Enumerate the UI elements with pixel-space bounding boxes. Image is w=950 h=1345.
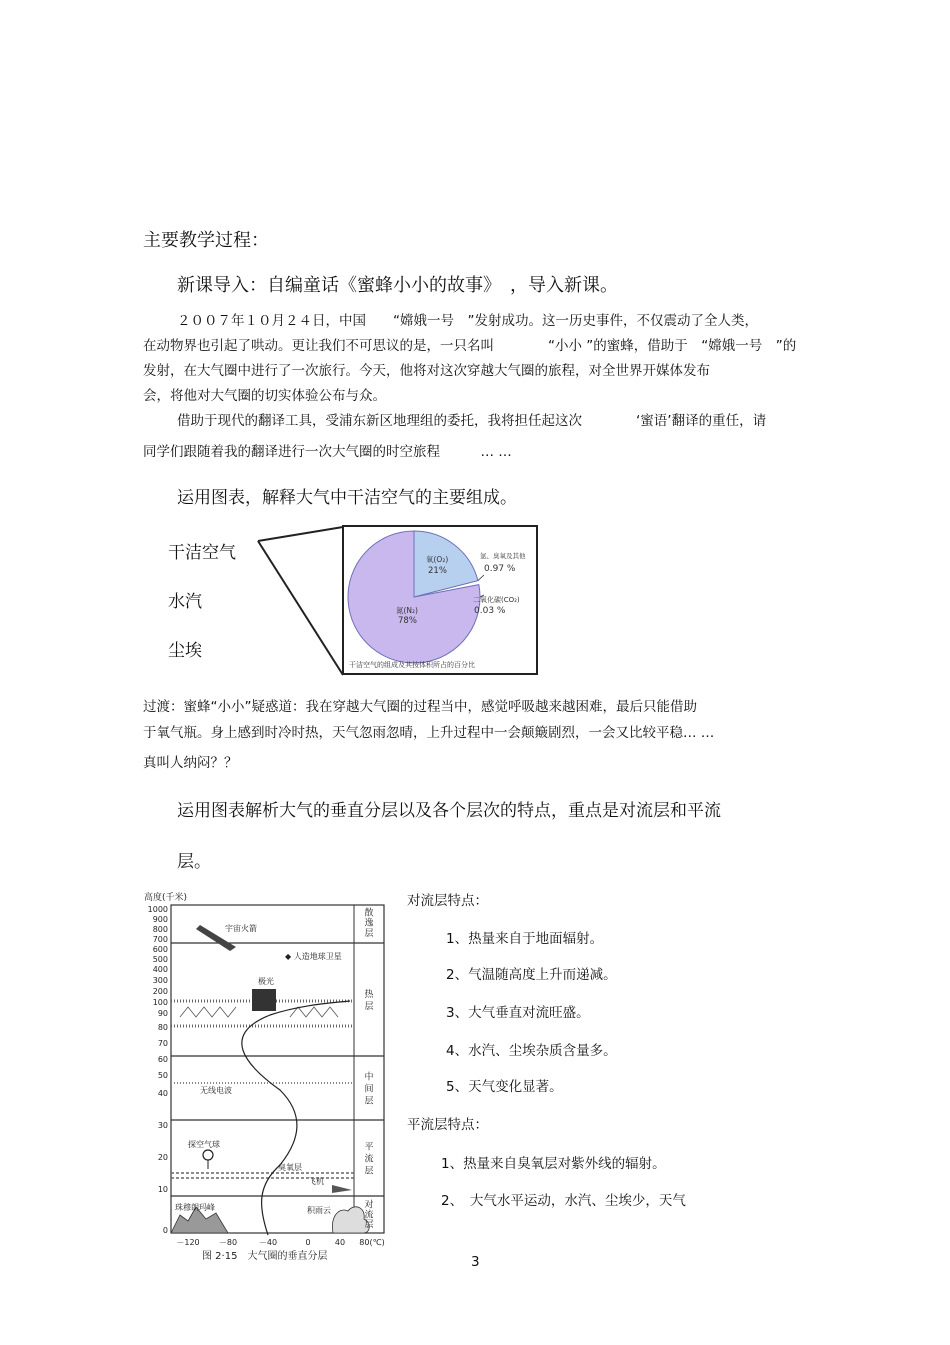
value-co2: 0.03 % (474, 606, 506, 616)
label-balloon: 探空气球 (188, 1140, 220, 1149)
transition-line: 于氧气瓶。身上感到时冷时热，天气忽雨忽晴，上升过程中一会颠簸剧烈，一会又比较平稳… … (143, 725, 715, 741)
x-tick-label: 0 (305, 1238, 311, 1247)
y-tick-label: 40 (157, 1089, 168, 1098)
label-cloud: 积雨云 (307, 1206, 331, 1215)
pie-caption: 干洁空气的组成及其按体积所占的百分比 (349, 661, 475, 669)
y-tick-label: 900 (152, 915, 168, 924)
troposphere-item: 3、大气垂直对流旺盛。 (446, 1005, 590, 1021)
plane-icon (332, 1185, 352, 1193)
balloon-icon (203, 1150, 213, 1160)
atmosphere-figure (140, 885, 395, 1270)
layer-name-char: 逸 (364, 918, 374, 929)
layer-name-char: 平 (364, 1142, 374, 1153)
layer-name-char: 层 (364, 1096, 374, 1107)
label-everest: 珠穆朗玛峰 (175, 1203, 215, 1212)
y-tick-label: 30 (157, 1121, 168, 1130)
y-tick-label: 90 (157, 1009, 168, 1018)
layer-name-char: 层 (364, 1002, 374, 1012)
label-rocket: 宇宙火箭 (225, 924, 257, 933)
story-line: 同学们跟随着我的翻译进行一次大气圈的时空旅程 … … (143, 444, 512, 460)
label-satellite: ◆ 人造地球卫星 (285, 952, 342, 961)
y-tick-label: 60 (157, 1055, 168, 1064)
label-ozone: 臭氧层 (278, 1163, 302, 1172)
x-tick-label: 80(℃) (359, 1238, 385, 1247)
leader-line-argon (478, 575, 484, 581)
component-water-vapor: 水汽 (168, 592, 202, 612)
layer-name-char: 中 (364, 1072, 374, 1083)
troposphere-item: 1、热量来自于地面辐射。 (446, 931, 604, 947)
layer-name-char: 间 (364, 1084, 374, 1095)
component-dust: 尘埃 (168, 641, 202, 661)
story-line: 会，将他对大气圈的切实体验公布与众。 (143, 388, 386, 404)
troposphere-title: 对流层特点： (407, 893, 488, 909)
story-line: 借助于现代的翻译工具，受浦东新区地理组的委托，我将担任起这次 ‘蜜语’翻译的重任，请 (177, 413, 767, 429)
story-line: 在动物界也引起了哄动。更让我们不可思议的是，一只名叫 “小小 ”的蜜蜂，借助于 “嫦娥一号 ”的 (143, 338, 797, 354)
figure-caption: 图 2·15 大气圈的垂直分层 (202, 1251, 328, 1262)
layer-name-char: 层 (364, 1220, 374, 1231)
component-dry-air: 干洁空气 (168, 543, 236, 563)
transition-line: 过渡：蜜蜂“小小”疑惑道：我在穿越大气圈的过程当中，感觉呼吸越来越困难，最后只能借助 (143, 699, 697, 715)
y-tick-label: 70 (157, 1039, 168, 1048)
aurora-icon (252, 989, 276, 1011)
y-tick-label: 600 (152, 945, 168, 954)
troposphere-item: 2、气温随高度上升而递减。 (446, 967, 617, 983)
label-plane: 飞机 (308, 1177, 324, 1186)
transition-line: 真叫人纳闷？？ (143, 755, 238, 771)
y-tick-label: 10 (157, 1185, 168, 1194)
stratosphere-title: 平流层特点： (407, 1117, 488, 1133)
label-argon: 氩、臭氧及其他 (480, 552, 526, 560)
pie-chart-frame (342, 525, 538, 675)
intro-title: 新课导入：自编童话《蜜蜂小小的故事》 ，导入新课。 (177, 275, 618, 296)
story-line: 发射，在大气圈中进行了一次旅行。今天，他将对这次穿越大气圈的旅程，对全世界开媒体发布 (143, 363, 710, 379)
label-co2: 二氧化碳(CO₂) (473, 596, 520, 604)
connector-lines (255, 525, 345, 677)
y-tick-label: 80 (157, 1023, 168, 1032)
layer-name-char: 热 (364, 990, 374, 1000)
atmosphere-diagram (140, 885, 395, 1270)
troposphere-item: 4、水汽、尘埃杂质含量多。 (446, 1043, 617, 1059)
value-argon: 0.97 % (484, 564, 516, 574)
y-tick-label: 500 (152, 955, 168, 964)
story-line: ２００７年１０月２４日，中国 “嫦娥一号 ”发射成功。这一历史事件，不仅震动了全人类， (177, 313, 758, 329)
x-tick-label: －120 (176, 1238, 200, 1247)
layer-name-char: 层 (364, 1166, 374, 1177)
x-tick-label: －80 (218, 1238, 238, 1247)
section2-title-cont: 层。 (177, 852, 211, 872)
layer-name-char: 流 (364, 1210, 374, 1221)
y-tick-label: 100 (152, 998, 168, 1007)
stratosphere-item: 1、热量来自臭氧层对紫外线的辐射。 (441, 1156, 666, 1172)
main-heading: 主要教学过程： (143, 230, 269, 251)
section1-title: 运用图表，解释大气中干洁空气的主要组成。 (177, 488, 517, 508)
layer-name-char: 层 (364, 928, 374, 939)
x-tick-label: －40 (258, 1238, 278, 1247)
y-tick-label: 200 (152, 987, 168, 996)
value-n2: 78% (398, 616, 417, 626)
label-n2: 氮(N₂) (396, 606, 418, 615)
label-radio: 无线电波 (200, 1086, 232, 1095)
label-aurora: 极光 (258, 977, 274, 986)
x-tick-label: 40 (334, 1238, 346, 1247)
y-tick-label: 0 (162, 1226, 168, 1235)
value-o2: 21% (428, 566, 447, 576)
label-o2: 氧(O₂) (426, 555, 449, 564)
pie-chart (344, 527, 536, 673)
y-tick-label: 400 (152, 965, 168, 974)
layer-name-char: 对 (364, 1200, 374, 1211)
section2-title: 运用图表解析大气的垂直分层以及各个层次的特点，重点是对流层和平流 (177, 801, 721, 821)
page-number: 3 (471, 1254, 480, 1270)
layer-name-char: 流 (364, 1154, 374, 1165)
troposphere-item: 5、天气变化显著。 (446, 1079, 563, 1095)
y-axis-title: 高度(千米) (144, 893, 188, 903)
y-tick-label: 50 (157, 1071, 168, 1080)
layer-name-char: 散 (364, 908, 374, 919)
y-tick-label: 700 (152, 935, 168, 944)
y-tick-label: 800 (152, 925, 168, 934)
stratosphere-item: 2、 大气水平运动，水汽、尘埃少，天气 (441, 1193, 686, 1209)
y-tick-label: 1000 (147, 905, 168, 914)
y-tick-label: 20 (157, 1153, 168, 1162)
y-tick-label: 300 (152, 976, 168, 985)
